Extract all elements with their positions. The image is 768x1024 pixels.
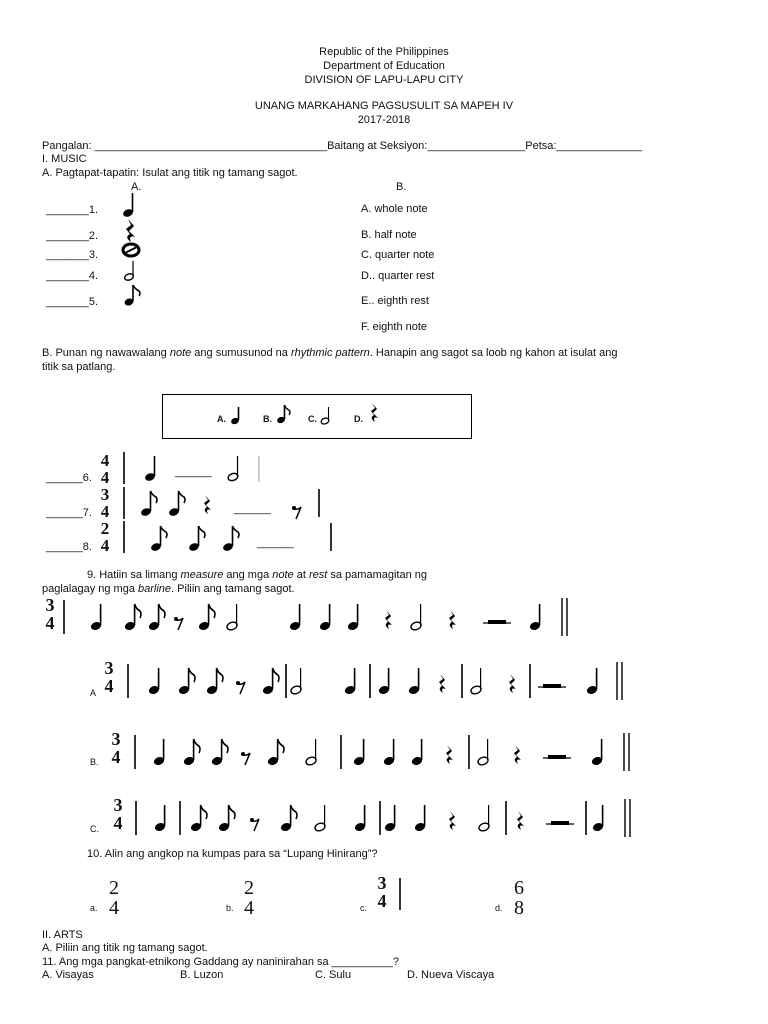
- whole-note-icon: [120, 242, 142, 258]
- q11-choice-a[interactable]: A. Visayas: [42, 969, 94, 981]
- half-note-icon: [478, 805, 490, 832]
- choice-c-quarter-note: C. quarter note: [361, 249, 435, 261]
- q10-option-b-label[interactable]: b.: [226, 903, 234, 913]
- q9-option-b-time-signature: 3 4: [111, 729, 121, 767]
- q9-time-signature: 3 4: [45, 595, 55, 633]
- quarter-rest-icon: [509, 674, 516, 693]
- half-note-icon: [226, 604, 238, 631]
- answer-blank-8: ______8.: [46, 541, 92, 553]
- q9-option-c-time-signature: 3 4: [113, 795, 123, 833]
- half-note-icon: [290, 668, 302, 695]
- quarter-note-icon: [586, 668, 598, 695]
- choice-f-eighth-note: F. eighth note: [361, 321, 428, 333]
- answer-blank-3: _______3.: [46, 249, 98, 261]
- eighth-note-icon: [190, 805, 207, 832]
- whole-rest-icon: [546, 821, 574, 825]
- box-eighth-note-icon: [275, 403, 293, 425]
- eighth-note-icon: [222, 526, 239, 552]
- eighth-note-icon: [206, 668, 223, 695]
- box-quarter-note-icon: [229, 406, 247, 426]
- quarter-note-icon: [319, 604, 331, 631]
- quarter-rest-icon: [122, 218, 142, 244]
- eighth-note-icon: [122, 283, 144, 307]
- eighth-note-icon: [140, 491, 157, 517]
- q9-option-a-sequence[interactable]: [120, 660, 640, 702]
- choice-a-whole-note: A. whole note: [361, 203, 428, 215]
- answer-choices-box: [162, 394, 472, 439]
- half-note-icon: [314, 805, 326, 832]
- quarter-note-icon: [353, 739, 365, 766]
- header-division: DIVISION OF LAPU-LAPU CITY: [304, 74, 464, 86]
- q10-option-d-time-signature[interactable]: 6 8: [514, 877, 524, 919]
- dbar-icon: [617, 662, 622, 700]
- quarter-note-icon: [408, 668, 420, 695]
- box-half-note-icon: [319, 406, 337, 426]
- quarter-note-icon: [378, 668, 390, 695]
- student-info-line: Pangalan: ______________________________________Baitang at Seksiyon:________________Petsa:______________: [42, 140, 643, 152]
- eighth-note-icon: [148, 604, 165, 631]
- q10-option-a-time-signature[interactable]: 2 4: [109, 877, 119, 919]
- q9-option-b-label[interactable]: B.: [90, 757, 99, 767]
- answer-blank-1: _______1.: [46, 204, 98, 216]
- quarter-note-icon: [591, 739, 603, 766]
- quarter-rest-icon: [446, 745, 453, 764]
- quarter-note-icon: [120, 190, 150, 220]
- rhythm-pattern-8: [118, 519, 338, 555]
- q11-choice-c[interactable]: C. Sulu: [315, 969, 352, 981]
- missing-note-blank-8: ______: [257, 537, 294, 549]
- eighth-note-icon: [183, 739, 200, 766]
- q9-option-a-time-signature: 3 4: [104, 658, 114, 696]
- choice-d-quarter-rest: D.. quarter rest: [361, 270, 435, 282]
- rhythm-pattern-7: [118, 485, 328, 521]
- q11-choice-b[interactable]: B. Luzon: [180, 969, 224, 981]
- q11-question: 11. Ang mga pangkat-etnikong Gaddang ay naninirahan sa __________?: [42, 956, 399, 968]
- half-note-icon: [305, 739, 317, 766]
- quarter-note-icon: [144, 456, 156, 482]
- q10-question: 10. Alin ang angkop na kumpas para sa “Lupang Hinirang”?: [87, 848, 378, 860]
- section-music-title: I. MUSIC: [42, 153, 87, 165]
- part-a-instruction: A. Pagtapat-tapatin: Isulat ang titik ng tamang sagot.: [42, 167, 298, 179]
- eighth-note-icon: [188, 526, 205, 552]
- time-signature-6: 4 4: [100, 451, 110, 487]
- quarter-note-icon: [344, 668, 356, 695]
- q9-option-c-sequence[interactable]: [128, 797, 648, 839]
- header-department: Department of Education: [323, 60, 445, 72]
- quarter-note-icon: [289, 604, 301, 631]
- whole-rest-icon: [543, 755, 571, 759]
- header-republic: Republic of the Philippines: [319, 46, 449, 58]
- quarter-note-icon: [411, 739, 423, 766]
- box-quarter-rest-icon: [368, 402, 382, 424]
- q10-option-c-label[interactable]: c.: [360, 903, 368, 913]
- eighth-rest-icon: [292, 506, 301, 519]
- eighth-note-icon: [124, 604, 141, 631]
- school-year: 2017-2018: [357, 114, 411, 126]
- quarter-rest-icon: [439, 674, 446, 693]
- q10-option-a-label[interactable]: a.: [90, 903, 98, 913]
- quarter-note-icon: [529, 604, 541, 631]
- eighth-rest-icon: [236, 681, 245, 694]
- box-label-b: B.: [263, 414, 272, 424]
- dbar-icon: [625, 799, 630, 837]
- half-note-icon: [227, 456, 239, 482]
- quarter-rest-icon: [517, 811, 524, 830]
- choice-b-half-note: B. half note: [361, 229, 417, 241]
- box-label-a: A.: [217, 414, 226, 424]
- eighth-note-icon: [267, 739, 284, 766]
- answer-blank-4: _______4.: [46, 270, 98, 282]
- quarter-note-icon: [354, 805, 366, 832]
- quarter-rest-icon: [204, 495, 211, 514]
- eighth-note-icon: [168, 491, 185, 517]
- time-signature-8: 2 4: [100, 519, 110, 555]
- quarter-note-icon: [154, 805, 166, 832]
- quarter-note-icon: [383, 739, 395, 766]
- q10-option-d-label[interactable]: d.: [495, 903, 503, 913]
- eighth-note-icon: [150, 526, 167, 552]
- dbar-icon: [562, 598, 567, 636]
- eighth-rest-icon: [250, 818, 259, 831]
- quarter-rest-icon: [449, 811, 456, 830]
- eighth-note-icon: [178, 668, 195, 695]
- whole-rest-icon: [483, 620, 511, 624]
- box-label-c: C.: [308, 414, 317, 424]
- quarter-note-icon: [384, 805, 396, 832]
- q9-option-c-label[interactable]: C.: [90, 824, 99, 834]
- section-arts-title: II. ARTS: [42, 929, 83, 941]
- dbar-icon: [624, 733, 629, 771]
- half-note-icon: [477, 739, 489, 766]
- quarter-rest-icon: [385, 610, 392, 629]
- column-a-label: A.: [131, 181, 142, 193]
- arts-instruction: A. Piliin ang titik ng tamang sagot.: [42, 942, 208, 954]
- quarter-note-icon: [347, 604, 359, 631]
- eighth-note-icon: [198, 604, 215, 631]
- eighth-rest-icon: [174, 617, 183, 630]
- eighth-rest-icon: [241, 752, 250, 765]
- column-b-label: B.: [396, 181, 407, 193]
- answer-blank-6: ______6.: [46, 472, 92, 484]
- q10-option-c-barline: [398, 876, 404, 912]
- missing-note-blank-7: ______: [234, 503, 271, 515]
- q10-option-b-time-signature[interactable]: 2 4: [244, 877, 254, 919]
- q9-option-a-label[interactable]: A: [90, 688, 97, 698]
- quarter-rest-icon: [449, 610, 456, 629]
- part-b-instruction-line2: titik sa patlang.: [42, 361, 116, 373]
- choice-e-eighth-rest: E.. eighth rest: [361, 295, 429, 307]
- half-note-icon: [410, 604, 422, 631]
- eighth-note-icon: [262, 668, 279, 695]
- missing-note-blank-6: ______: [175, 466, 212, 478]
- q9-instruction: 9. Hatiin sa limang measure ang mga note at rest sa pamamagitan ng: [87, 569, 427, 581]
- q9-option-b-sequence[interactable]: [127, 731, 647, 773]
- half-note-icon: [122, 260, 142, 282]
- eighth-note-icon: [211, 739, 228, 766]
- answer-blank-5: _______5.: [46, 296, 98, 308]
- quarter-note-icon: [153, 739, 165, 766]
- exam-title: UNANG MARKAHANG PAGSUSULIT SA MAPEH IV: [254, 100, 514, 112]
- answer-blank-2: _______2.: [46, 230, 98, 242]
- whole-rest-icon: [538, 684, 566, 688]
- eighth-note-icon: [218, 805, 235, 832]
- quarter-note-icon: [414, 805, 426, 832]
- q9-instruction-line2: paglalagay ng mga barline. Piliin ang tamang sagot.: [42, 583, 295, 595]
- answer-blank-7: ______7.: [46, 507, 92, 519]
- eighth-note-icon: [280, 805, 297, 832]
- q9-rhythm-sequence: [60, 596, 580, 638]
- q10-option-c-time-signature[interactable]: 3 4: [377, 873, 387, 911]
- quarter-note-icon: [90, 604, 102, 631]
- part-b-instruction: B. Punan ng nawawalang note ang sumusunod na rhythmic pattern. Hanapin ang sagot sa loob ng kahon at isulat ang: [42, 347, 618, 359]
- quarter-note-icon: [148, 668, 160, 695]
- box-label-d: D.: [354, 414, 363, 424]
- quarter-rest-icon: [514, 745, 521, 764]
- quarter-note-icon: [592, 805, 604, 832]
- half-note-icon: [470, 668, 482, 695]
- q11-choice-d[interactable]: D. Nueva Viscaya: [407, 969, 495, 981]
- time-signature-7: 3 4: [100, 485, 110, 521]
